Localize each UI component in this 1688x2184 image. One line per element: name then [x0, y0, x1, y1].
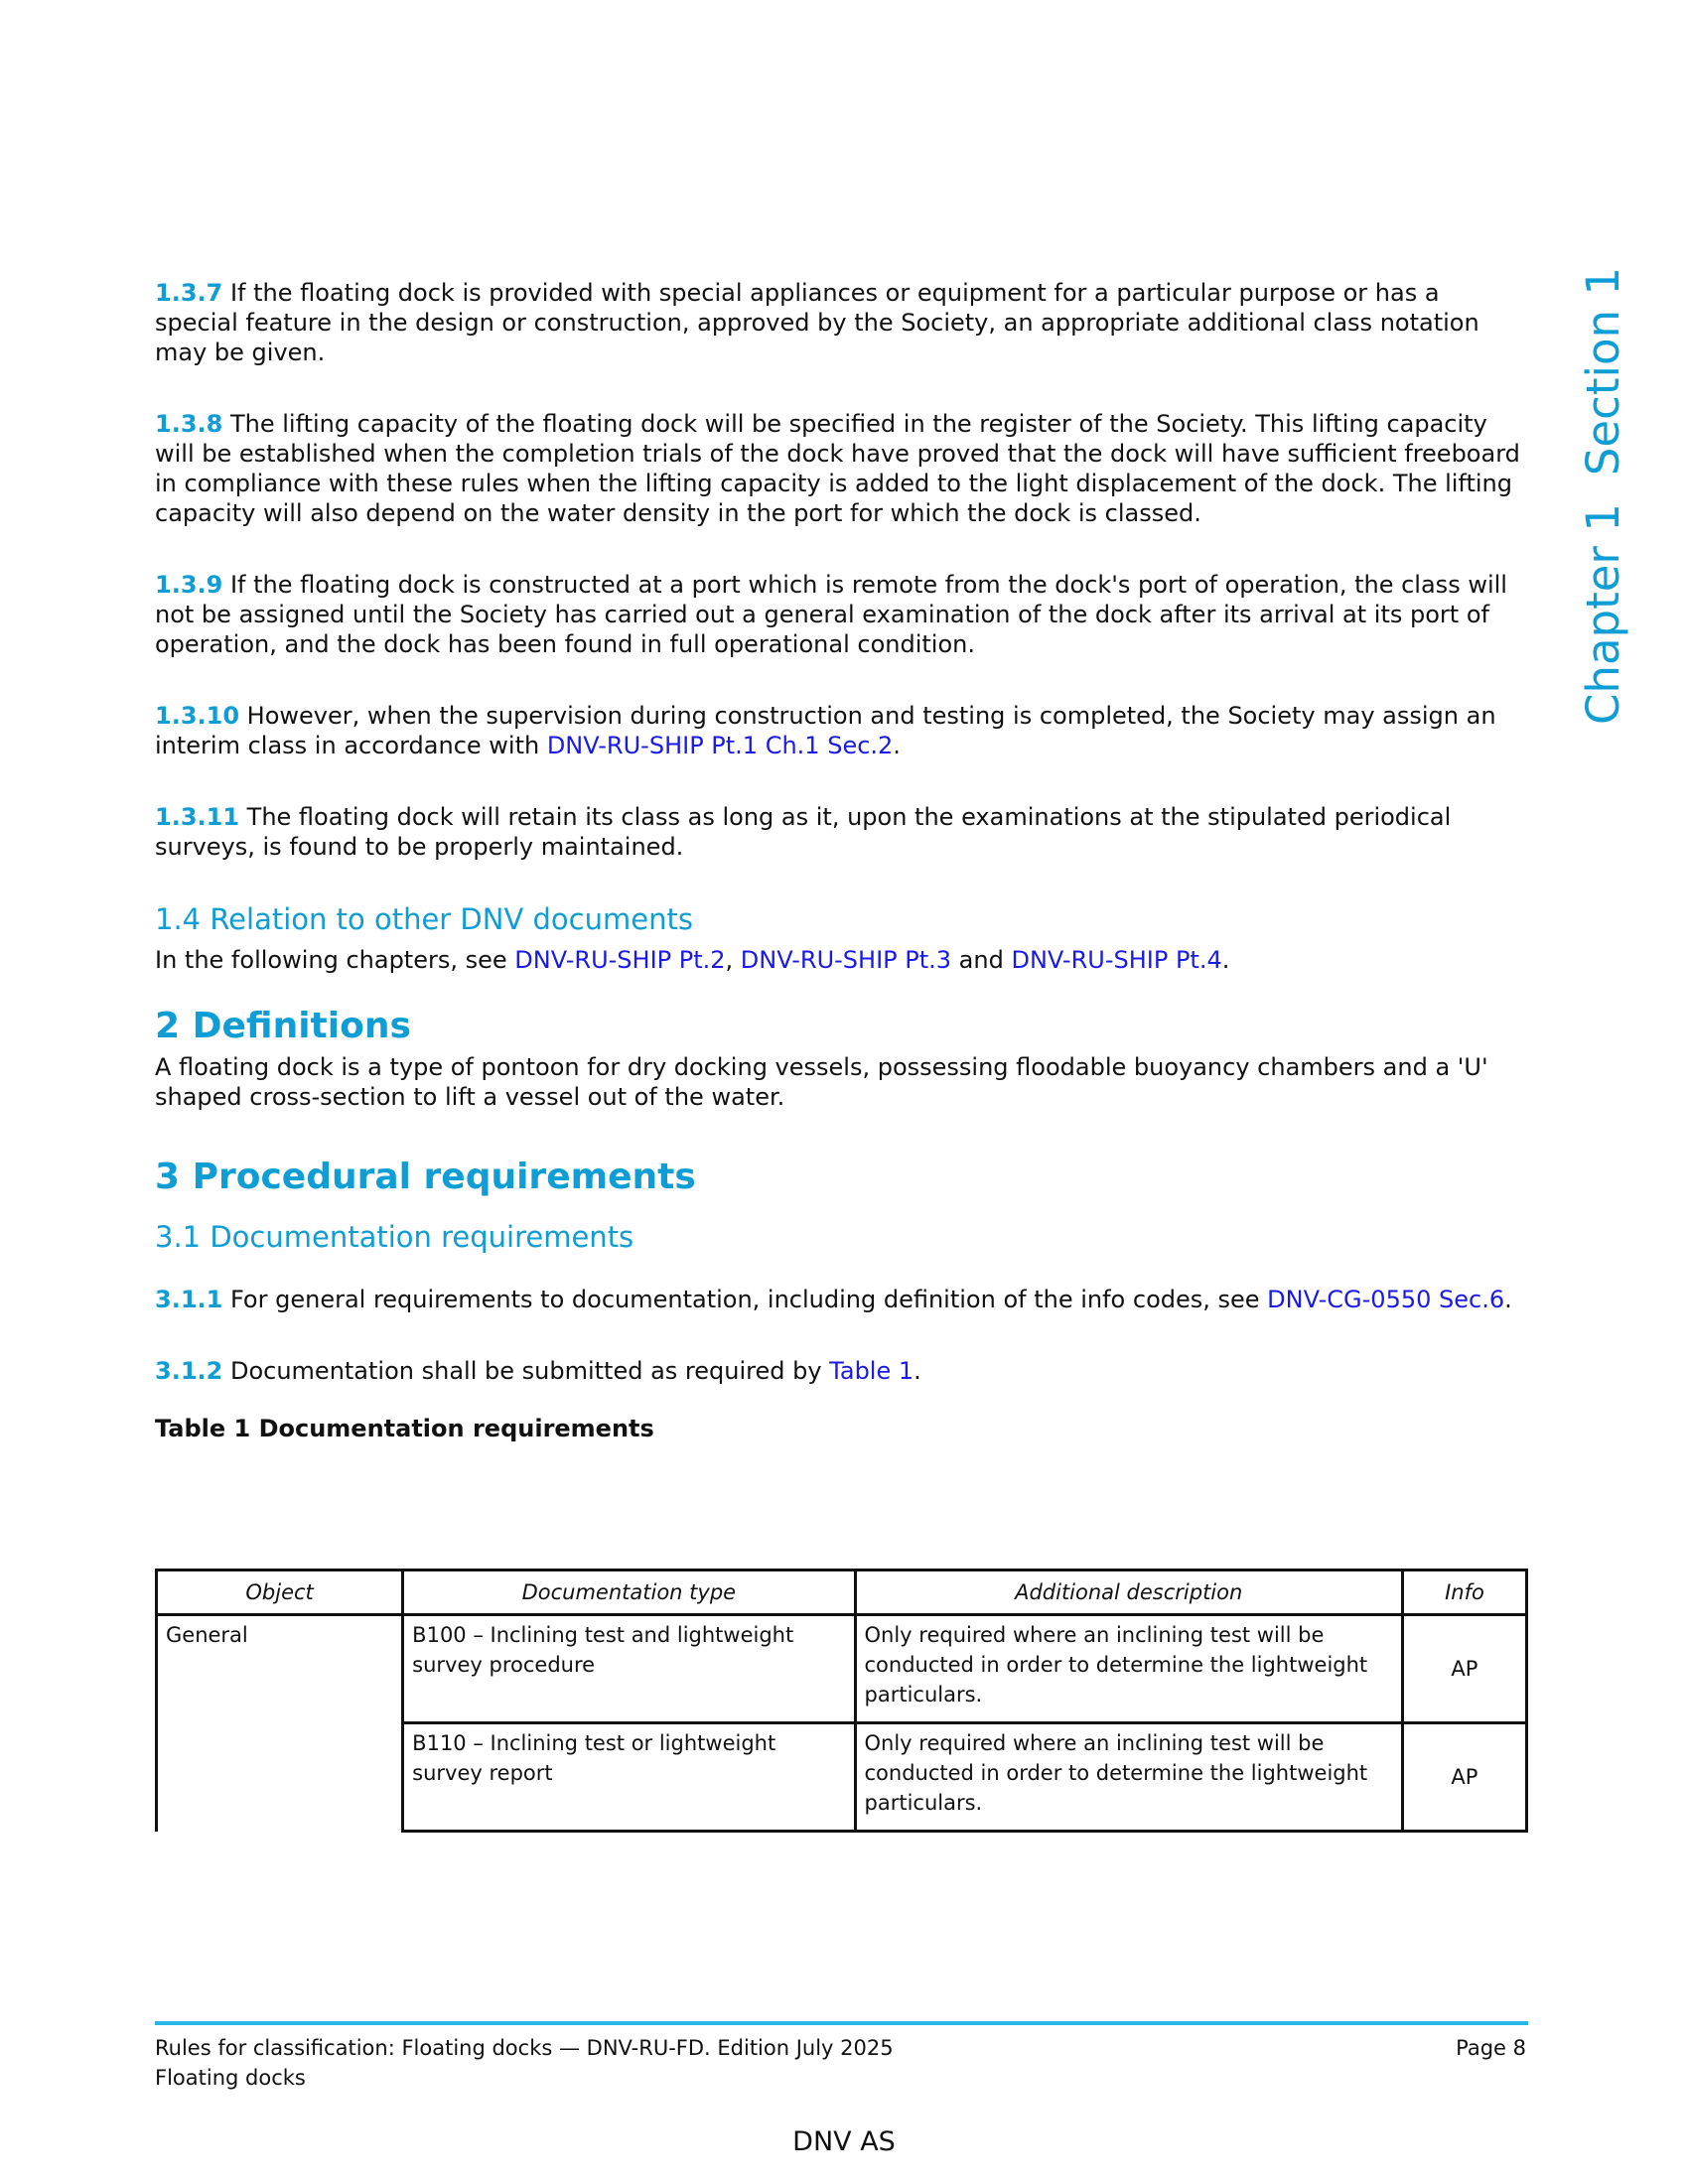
page-body — [155, 278, 1525, 1443]
footer-subtitle: Floating docks — [155, 2066, 306, 2090]
para-end: . — [1221, 946, 1230, 974]
documentation-table — [155, 1569, 1528, 1833]
link-cg-0550[interactable]: DNV-CG-0550 Sec.6 — [1267, 1286, 1505, 1313]
footer-company: DNV AS — [792, 2126, 896, 2157]
table-header-row — [157, 1570, 1527, 1615]
para-number: 1.3.7 — [155, 279, 223, 307]
para-number: 3.1.2 — [155, 1357, 223, 1385]
paragraph-1-3-7 — [155, 278, 1525, 367]
footer-divider — [155, 2021, 1528, 2025]
heading-3-procedural: 3 Procedural requirements — [155, 1157, 696, 1197]
table-caption: Table 1 Documentation requirements — [155, 1415, 654, 1442]
paragraph-3-1-1 — [155, 1285, 1525, 1314]
paragraph-1-3-9 — [155, 570, 1525, 659]
link-table-1[interactable]: Table 1 — [829, 1357, 914, 1385]
paragraph-definitions: A floating dock is a type of pontoon for dry docking vessels, possessing floodable buoyancy chambers and a 'U' shaped cross-section to lift a vessel out of the water. — [155, 1053, 1488, 1111]
para-text: For general requirements to documentation, including definition of the info codes, see — [222, 1286, 1268, 1313]
heading-3-1: 3.1 Documentation requirements — [155, 1220, 634, 1254]
para-text: Documentation shall be submitted as required by — [222, 1357, 830, 1385]
footer-document-title: Rules for classification: Floating docks — DNV-RU-FD. Edition July 2025 — [155, 2036, 894, 2060]
side-section: Section 1 — [1577, 267, 1629, 477]
link-pt4[interactable]: DNV-RU-SHIP Pt.4 — [1011, 946, 1222, 974]
paragraph-1-3-10 — [155, 701, 1525, 760]
para-number: 1.3.9 — [155, 571, 223, 599]
info-cell: AP — [1402, 1723, 1526, 1832]
para-number: 3.1.1 — [155, 1286, 223, 1313]
link-pt3[interactable]: DNV-RU-SHIP Pt.3 — [740, 946, 952, 974]
para-end: . — [914, 1357, 921, 1385]
para-text: The floating dock will retain its class as long as it, upon the examinations at the stipulated periodical surveys, is found to be properly maintained. — [155, 803, 1452, 861]
doc-type-cell: B100 – Inclining test and lightweight survey procedure — [403, 1615, 855, 1723]
doc-type-cell: B110 – Inclining test or lightweight survey report — [403, 1723, 855, 1832]
header-info: Info — [1402, 1570, 1526, 1615]
link-pt2[interactable]: DNV-RU-SHIP Pt.2 — [514, 946, 726, 974]
side-chapter-section — [1577, 267, 1629, 725]
para-text: The lifting capacity of the floating dock will be specified in the register of the Society. This lifting capacity will be established when the completion trials of the dock have proved that the dock will have sufficient freeboard in compliance with these rules when the lifting capacity is added to the light displacement of the dock. The lifting capacity will also depend on the water density in the port for which the dock is classed. — [155, 410, 1520, 527]
paragraph-1-3-11 — [155, 802, 1525, 862]
para-text: , — [725, 946, 741, 974]
header-additional-description: Additional description — [855, 1570, 1402, 1615]
paragraph-1-3-8 — [155, 409, 1525, 528]
heading-1-4: 1.4 Relation to other DNV documents — [155, 902, 693, 936]
description-cell: Only required where an inclining test will be conducted in order to determine the lightweight particulars. — [855, 1723, 1402, 1832]
footer-page-number: Page 8 — [1456, 2036, 1526, 2060]
paragraph-3-1-2 — [155, 1356, 1525, 1386]
para-text: In the following chapters, see — [155, 946, 515, 974]
heading-2-definitions: 2 Definitions — [155, 1006, 411, 1046]
para-text: and — [951, 946, 1012, 974]
para-number: 1.3.10 — [155, 702, 240, 730]
description-cell: Only required where an inclining test will be conducted in order to determine the lightweight particulars. — [855, 1615, 1402, 1723]
para-number: 1.3.8 — [155, 410, 223, 438]
side-chapter: Chapter 1 — [1577, 503, 1629, 725]
para-text: If the floating dock is constructed at a port which is remote from the dock's port of operation, the class will not be assigned until the Society has carried out a general examination of the dock after its arrival at its port of operation, and the dock has been found in full operational condition. — [155, 571, 1507, 658]
info-cell: AP — [1402, 1615, 1526, 1723]
para-end: . — [1504, 1286, 1512, 1313]
table-row — [157, 1615, 1527, 1723]
header-documentation-type: Documentation type — [403, 1570, 855, 1615]
paragraph-1-4 — [155, 945, 1525, 975]
para-text: However, when the supervision during construction and testing is completed, the Society may assign an interim class in accordance with — [155, 702, 1496, 759]
link-pt1-ch1-sec2[interactable]: DNV-RU-SHIP Pt.1 Ch.1 Sec.2 — [546, 732, 894, 759]
header-object: Object — [157, 1570, 403, 1615]
para-text: If the floating dock is provided with special appliances or equipment for a particular purpose or has a special feature in the design or construction, approved by the Society, an appropriate additional class notation may be given. — [155, 279, 1479, 366]
object-cell: General — [157, 1615, 403, 1832]
para-number: 1.3.11 — [155, 803, 240, 831]
para-end: . — [893, 732, 901, 759]
